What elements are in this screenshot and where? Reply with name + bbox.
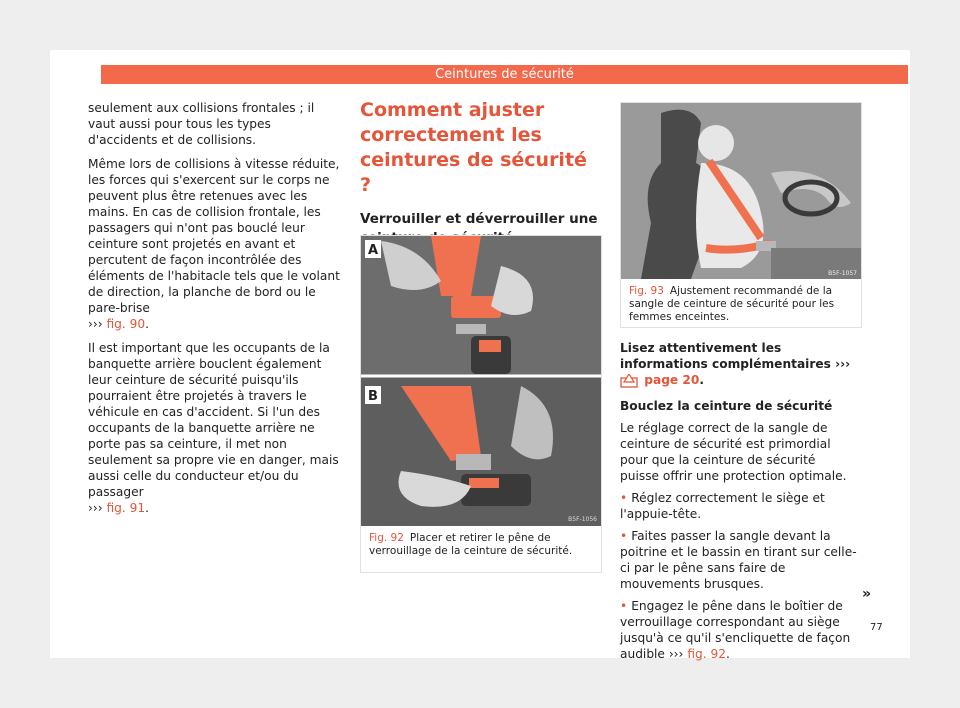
pregnant-woman-seatbelt-illustration <box>621 103 861 279</box>
page-link[interactable]: page 20 <box>644 373 700 387</box>
paragraph: seulement aux collisions frontales ; il vaut aussi pour tous les types d'accidents et de collisions. <box>88 101 315 147</box>
paragraph: Le réglage correct de la sangle de ceinture de sécurité est primordial pour que la ceinture de sécurité puisse offrir une protection optimale. <box>620 421 847 483</box>
page-number: 77 <box>870 622 883 633</box>
list-item: • Réglez correctement le siège et l'appuie-tête. <box>620 491 825 521</box>
continue-mark: » <box>862 586 872 602</box>
intro-paragraph: Lisez attentivement les informations complémentaires ››› page 20. <box>620 341 851 387</box>
figure-link[interactable]: fig. 91 <box>106 501 146 515</box>
list-item: • Engagez le pêne dans le boîtier de verrouillage correspondant au siège jusqu'à ce qu'il s'encliquette de façon audible ››› fig. 92. <box>620 599 851 661</box>
figure-93 <box>620 102 862 328</box>
paragraph-heading: Bouclez la ceinture de sécurité <box>620 399 833 413</box>
warning-book-icon <box>620 374 640 388</box>
section-title: Comment ajuster correctement les ceintures de sécurité ? <box>360 99 587 196</box>
figure-92 <box>360 235 602 573</box>
figure-code: B5F-1057 <box>828 270 857 277</box>
figure-caption: Fig. 92 Placer et retirer le pêne de verrouillage de la ceinture de sécurité. <box>369 532 573 557</box>
figure-link[interactable]: fig. 92 <box>687 647 726 661</box>
list-item: • Faites passer la sangle devant la poitrine et le bassin en tirant sur celle-ci par le pêne sans faire de mouvements brusques. <box>620 529 857 591</box>
panel-label-a: A <box>367 243 379 258</box>
figure-code: B5F-1056 <box>568 516 597 523</box>
figure-caption: Fig. 93 Ajustement recommandé de la sangle de ceinture de sécurité pour les femmes enceintes. <box>629 285 835 323</box>
figure-label: Fig. 93 <box>629 285 664 297</box>
chapter-header: Ceintures de sécurité <box>101 65 908 84</box>
sub-title: Verrouiller et déverrouiller une <box>360 210 602 255</box>
left-column <box>88 100 340 524</box>
panel-label-b: B <box>368 389 378 404</box>
middle-column <box>360 98 602 255</box>
figure-link[interactable]: fig. 90 <box>106 317 146 331</box>
paragraph: Il est important que les occupants de la banquette arrière bouclent également leur ceinture de sécurité puisqu'ils pourraient être projetés à travers le véhicule en cas d'accident. Si l'un des occupants de la banquette arrière ne porte pas sa ceinture, il met non seulement sa propre vie en danger, mais aussi celle du conducteur et/ou du passager ››› fig. 91. <box>88 341 339 515</box>
seatbelt-buckle-illustration <box>361 236 601 526</box>
page <box>50 50 910 661</box>
figure-label: Fig. 92 <box>369 532 404 544</box>
paragraph: Même lors de collisions à vitesse réduite, les forces qui s'exercent sur le corps ne peuvent plus être retenues avec les mains. En cas de collision frontale, les passagers qui n'ont pas bouclé leur ceinture sont projetés en avant et percutent de façon incontrôlée des éléments de l'habitacle tels que le volant de direction, la planche de bord ou le pare-brise ››› fig. 90. <box>88 157 340 331</box>
right-column <box>620 340 858 668</box>
